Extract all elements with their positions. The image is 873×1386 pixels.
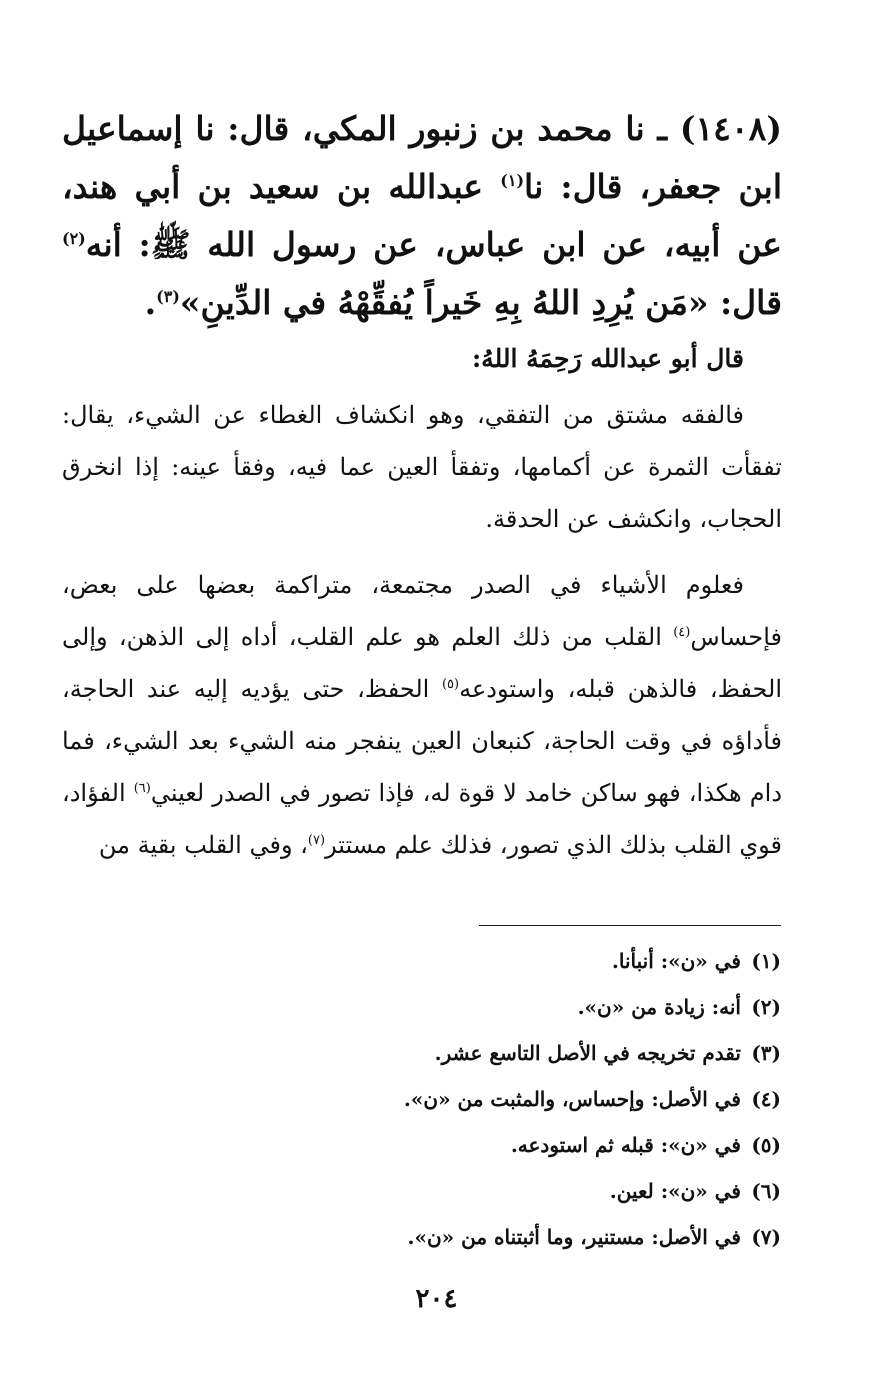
footnote-ref-3[interactable]: (٣) bbox=[156, 287, 180, 306]
footnote-item bbox=[161, 1168, 781, 1214]
paragraph-2 bbox=[62, 559, 782, 871]
author-heading: قال أبو عبدالله رَحِمَهُ اللهُ: bbox=[471, 344, 744, 373]
paragraph-2-part-1: فعلوم الأشياء في الصدر مجتمعة، متراكمة بعضها على بعض، فإحساس bbox=[62, 571, 782, 651]
paragraph-1: فالفقه مشتق من التفقي، وهو انكشاف الغطاء عن الشيء، يقال: تفقأت الثمرة عن أكمامها، وتفقأ العين عما فيه، وفقأ عينه: إذا انخرق الحجاب، وانكشف عن الحدقة. bbox=[62, 401, 782, 533]
paragraph-2-part-4: الفؤاد، قوي القلب بذلك الذي تصور، فذلك علم مستتر bbox=[62, 779, 782, 859]
footnote-text: تقدم تخريجه في الأصل التاسع عشر. bbox=[434, 1041, 741, 1065]
footnote-ref-1[interactable]: (١) bbox=[500, 171, 525, 190]
paragraph-2-part-5: ، وفي القلب بقية من bbox=[98, 831, 308, 859]
footnote-ref-2[interactable]: (٢) bbox=[62, 229, 86, 248]
footnote-number: (٤) bbox=[751, 1087, 781, 1111]
footnote-item bbox=[161, 1030, 781, 1076]
footnote-item bbox=[161, 1122, 781, 1168]
footnote-number: (٣) bbox=[751, 1041, 781, 1065]
footnote-ref-7[interactable]: (٧) bbox=[307, 833, 326, 848]
hadith-matn-intro: قال: bbox=[708, 283, 782, 322]
hadith-isnad-part-2: عبدالله بن سعيد بن أبي هند، عن أبيه، عن ابن عباس، عن رسول الله ﷺ: أنه bbox=[62, 167, 782, 264]
footnote-text: في «ن»: أنبأنا. bbox=[611, 949, 741, 973]
footnote-item bbox=[161, 938, 781, 984]
hadith-dash: ـ bbox=[644, 109, 680, 148]
footnote-ref-6[interactable]: (٦) bbox=[133, 781, 151, 796]
footnote-ref-5[interactable]: (٥) bbox=[441, 677, 460, 692]
footnote-item bbox=[161, 984, 781, 1030]
footnote-divider bbox=[479, 925, 781, 926]
footnote-text: أنه: زيادة من «ن». bbox=[577, 995, 741, 1019]
paragraph-2-part-2: القلب من ذلك العلم هو علم القلب، أداه إلى الذهن، وإلى الحفظ، فالذهن قبله، واستودعه bbox=[62, 623, 782, 703]
footnote-number: (١) bbox=[751, 949, 781, 973]
page-body bbox=[62, 100, 782, 885]
hadith-number: (١٤٠٨) bbox=[679, 109, 782, 148]
footnote-number: (٢) bbox=[751, 995, 781, 1019]
footnote-number: (٦) bbox=[751, 1179, 781, 1203]
footnote-ref-4[interactable]: (٤) bbox=[673, 625, 691, 640]
footnote-text: في «ن»: قبله ثم استودعه. bbox=[510, 1133, 741, 1157]
footnote-item bbox=[161, 1076, 781, 1122]
hadith-matn: «مَن يُرِدِ اللهُ بِهِ خَيراً يُفقِّهْهُ في الدِّينِ» bbox=[179, 283, 709, 322]
footnote-number: (٧) bbox=[751, 1225, 781, 1249]
footnote-number: (٥) bbox=[751, 1133, 781, 1157]
footnotes-list bbox=[161, 938, 781, 1260]
footnote-text: في الأصل: وإحساس، والمثبت من «ن». bbox=[403, 1087, 741, 1111]
hadith-end: . bbox=[144, 283, 157, 322]
footnote-text: في «ن»: لعين. bbox=[609, 1179, 741, 1203]
paragraph-2-part-3: الحفظ، حتى يؤديه إليه عند الحاجة، فأداؤه في وقت الحاجة، كنبعان العين ينفجر منه الشيء بعد الشيء، فما دام هكذا، فهو ساكن خامد لا قوة له، فإذا تصور في الصدر لعيني bbox=[62, 675, 783, 807]
hadith-text bbox=[62, 100, 782, 332]
hadith-isnad-part-1: نا محمد بن زنبور المكي، قال: نا إسماعيل ابن جعفر، قال: نا bbox=[62, 109, 782, 206]
footnote-text: في الأصل: مستنير، وما أثبتناه من «ن». bbox=[407, 1225, 741, 1249]
footnote-item bbox=[161, 1214, 781, 1260]
page-number: ٢٠٤ bbox=[415, 1284, 458, 1314]
